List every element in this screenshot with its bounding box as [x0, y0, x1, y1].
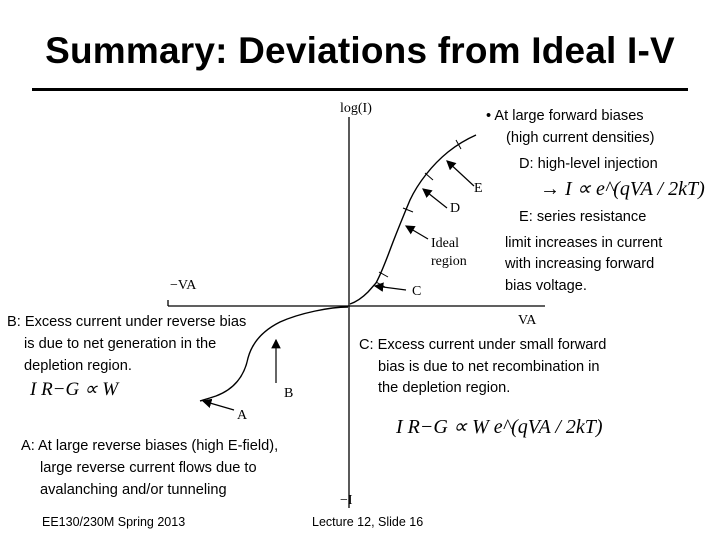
c-line-1: C: Excess current under small forward [359, 337, 607, 353]
y-axis-bottom-label: −I [340, 493, 353, 508]
b-line-1: B: Excess current under reverse bias [7, 314, 247, 330]
label-ideal: Ideal [431, 236, 459, 251]
forward-intro-line-2: (high current densities) [506, 130, 655, 146]
footer-slide-number: Lecture 12, Slide 16 [312, 515, 424, 529]
slide-title: Summary: Deviations from Ideal I-V [45, 30, 675, 71]
x-axis-left-label: −VA [170, 278, 197, 293]
arrow-e [447, 161, 474, 186]
a-line-1: A: At large reverse biases (high E-field), [21, 438, 279, 454]
e-line-1: limit increases in current [505, 235, 663, 251]
c-line-3: the depletion region. [378, 380, 511, 396]
label-region: region [431, 254, 467, 269]
curve-tick [425, 173, 433, 180]
e-line-3: bias voltage. [505, 278, 587, 294]
c-line-2: bias is due to net recombination in [378, 359, 600, 375]
label-e: E [474, 181, 483, 196]
y-axis-top-label: log(I) [340, 101, 372, 116]
d-text: D: high-level injection [519, 156, 658, 172]
label-a: A [237, 408, 248, 423]
x-axis-right-label: VA [518, 313, 537, 328]
e-line-2: with increasing forward [505, 256, 655, 272]
forward-intro-line-1: • At large forward biases [486, 108, 644, 124]
label-c: C [412, 284, 422, 299]
arrow-a [203, 401, 234, 410]
a-line-2: large reverse current flows due to [40, 460, 257, 476]
b-formula: I R−G ∝ W [30, 379, 119, 400]
forward-curve [350, 135, 476, 304]
arrow-ideal [406, 226, 428, 239]
label-d: D [450, 201, 461, 216]
arrow-d [423, 189, 447, 208]
label-b: B [284, 386, 294, 401]
arrow-c [375, 286, 406, 290]
e-text: E: series resistance [519, 209, 647, 225]
curve-tick [403, 208, 413, 212]
c-formula: I R−G ∝ W e^(qVA / 2kT) [396, 416, 603, 438]
d-formula: → I ∝ e^(qVA / 2kT) [540, 178, 705, 200]
a-line-3: avalanching and/or tunneling [40, 482, 227, 498]
b-line-3: depletion region. [24, 358, 132, 374]
footer-course: EE130/230M Spring 2013 [42, 515, 186, 529]
b-line-2: is due to net generation in the [24, 336, 217, 352]
curve-tick [456, 140, 461, 149]
